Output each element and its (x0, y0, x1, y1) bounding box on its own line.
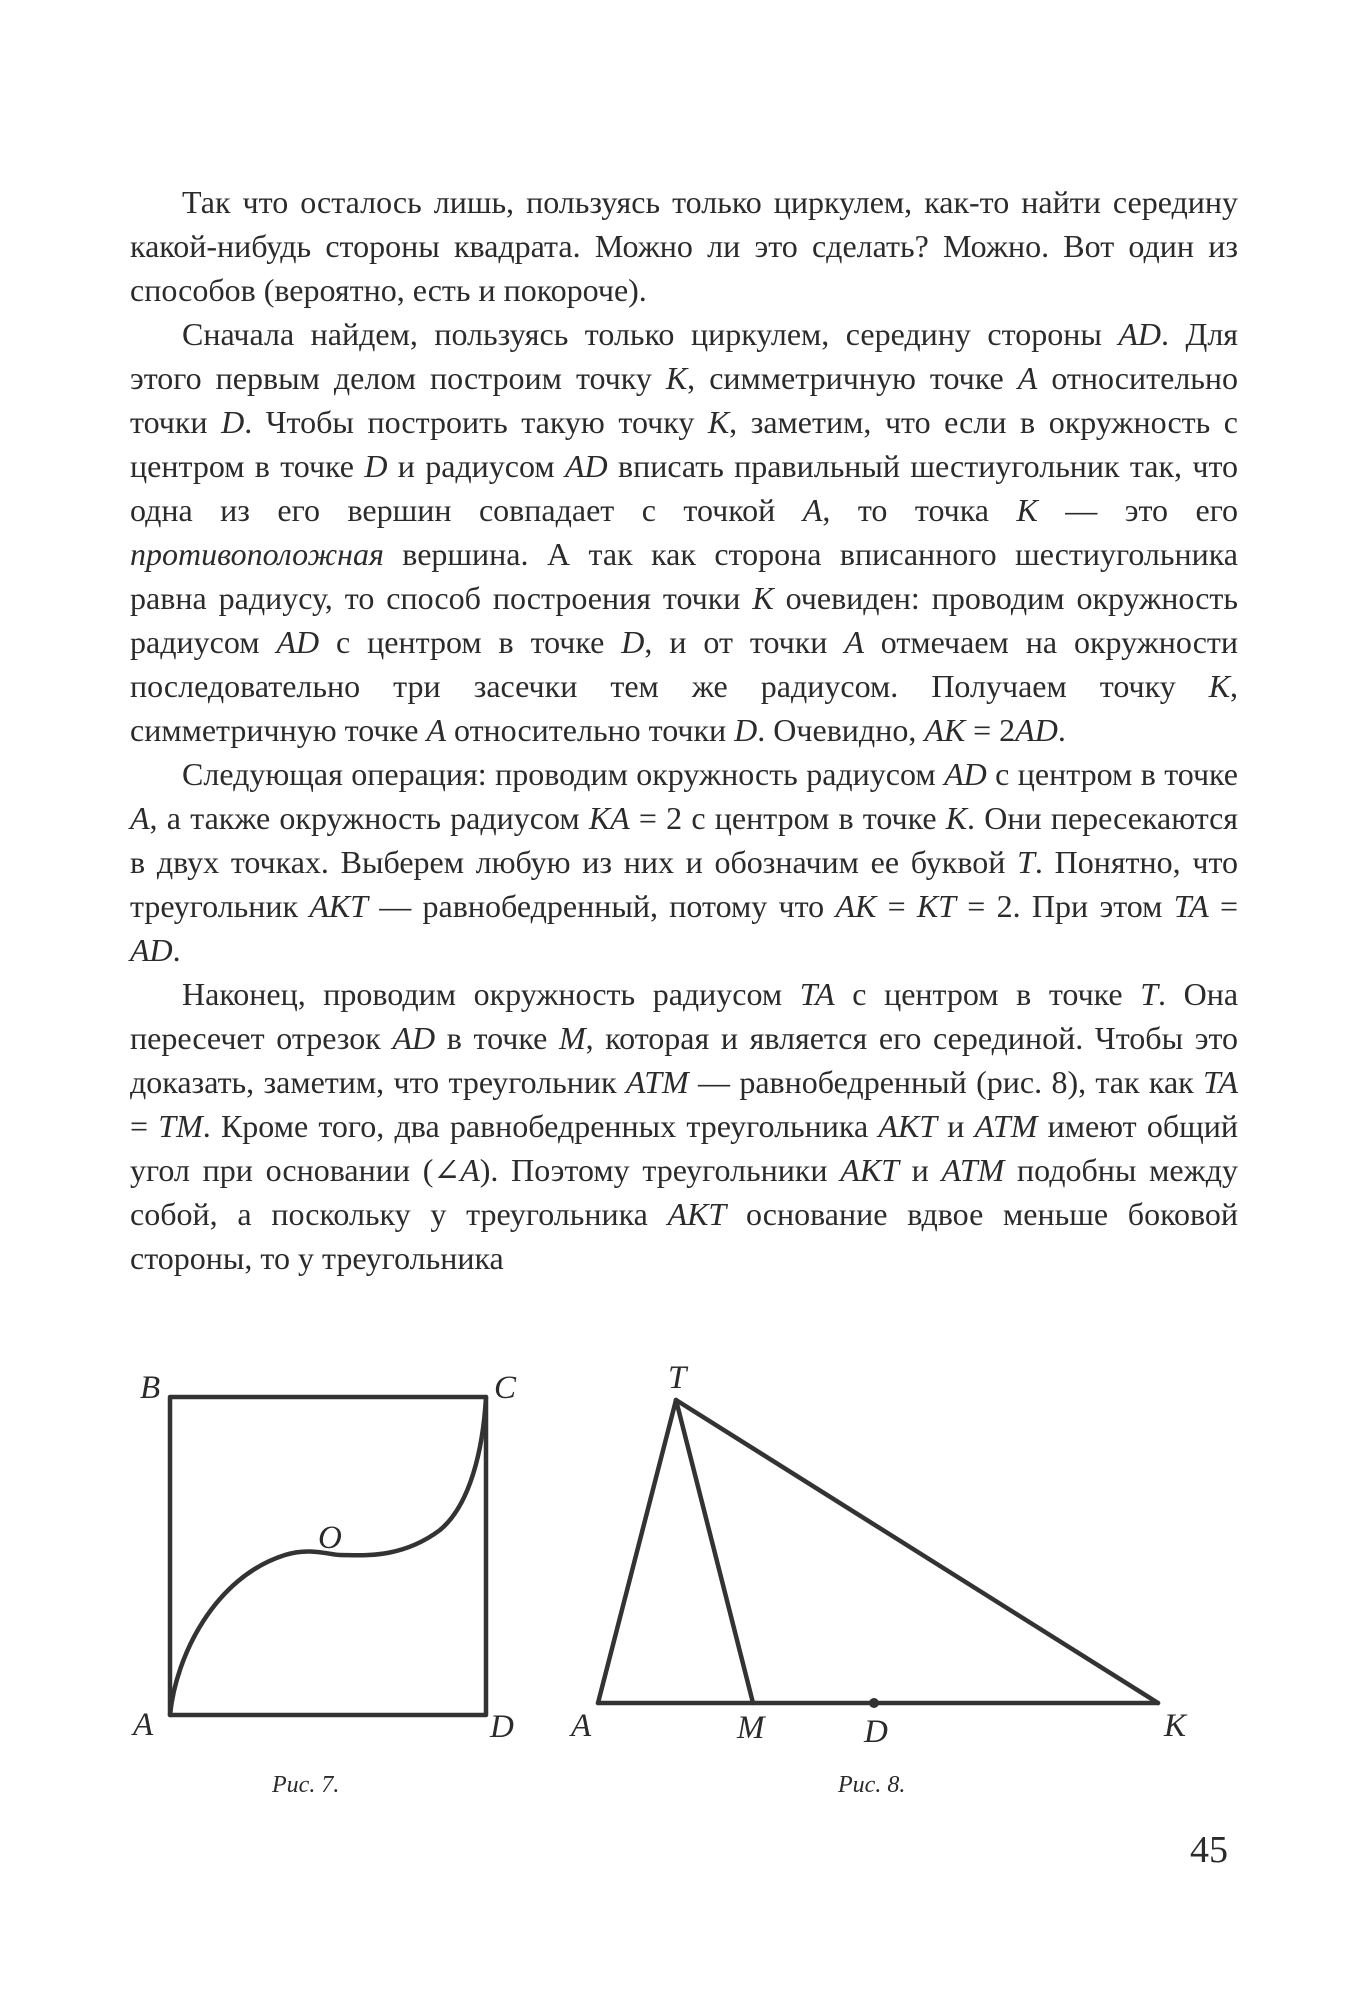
paragraph-1: Так что осталось лишь, пользуясь только циркулем, как-то найти середину какой-нибудь стороны квадрата. Можно ли это сделать? Можно. Вот один из способов (вероятно, есть и покороче). (130, 184, 1238, 308)
italic-term: К (1208, 668, 1230, 704)
italic-term: ATM (974, 1108, 1038, 1144)
label-b: B (140, 1370, 161, 1406)
label-o: O (318, 1520, 342, 1556)
italic-term: AКT (878, 1108, 937, 1144)
italic-term: КA (588, 800, 630, 836)
label-d-fig8: D (864, 1714, 888, 1750)
italic-term: A (426, 712, 446, 748)
point-d-dot (869, 1698, 879, 1708)
label-m: M (737, 1710, 765, 1746)
figure-8-caption: Рис. 8. (838, 1772, 906, 1798)
label-t: T (668, 1360, 687, 1396)
italic-term: К (1016, 492, 1038, 528)
italic-term: M (558, 1020, 586, 1056)
arc-curve-aoc (170, 1397, 486, 1715)
italic-term: TM (158, 1108, 203, 1144)
paragraph-4: Наконец, проводим окружность радиусом TA с центром в точке T. Она пересечет отрезок AD в точке M, которая и является его серединой. Чтобы это доказать, заметим, что треугольник ATM — равнобедренный (рис. 8), так как TA = TM. Кроме того, два равнобедренных треугольника AКT и ATM имеют общий угол при основании (∠A). Поэтому треугольники AКT и ATM подобны между собой, а поскольку у треугольника AКT основание вдвое меньше боковой стороны, то у треугольника (130, 976, 1239, 1276)
italic-term: КT (916, 888, 956, 924)
segment-tk (676, 1400, 1158, 1703)
italic-term: ATM (941, 1152, 1005, 1188)
italic-term: AК (835, 888, 877, 924)
italic-term: AК (924, 712, 966, 748)
italic-term: AD (564, 448, 608, 484)
italic-term: D (364, 448, 388, 484)
figure-8 (598, 1400, 1158, 1703)
label-c: C (494, 1370, 517, 1406)
square-abcd (170, 1397, 486, 1715)
italic-term: A (1017, 360, 1038, 396)
label-a-fig8: A (571, 1708, 592, 1744)
italic-term: К (665, 360, 688, 396)
italic-term: D (621, 624, 645, 660)
italic-term: AКT (667, 1196, 727, 1232)
italic-term: AD (130, 932, 173, 968)
italic-term: AКT (840, 1152, 899, 1188)
segment-tm (676, 1400, 753, 1703)
italic-term: A (802, 492, 823, 528)
label-a: A (133, 1707, 154, 1743)
italic-term: К (707, 404, 730, 440)
figure-7-caption: Рис. 7. (272, 1772, 340, 1798)
italic-term: A (844, 624, 864, 660)
segment-ta (598, 1400, 676, 1703)
italic-term: AD (944, 756, 987, 792)
italic-term: T (1140, 976, 1158, 1012)
label-d: D (490, 1709, 514, 1745)
label-k: K (1164, 1708, 1187, 1744)
italic-term: ATM (625, 1064, 689, 1100)
paragraph-2: Сначала найдем, пользуясь только циркулем, середину стороны AD. Для этого первым делом построим точку К, симметричную точке A относительно точки D. Чтобы построить такую точку К, заметим, что если в окружность с центром в точке D и радиусом AD вписать правильный шестиугольник так, что одна из его вершин совпадает с точкой A, то точка К — это его противоположная вершина. А так как сторона вписанного шестиугольника равна радиусу, то способ построения точки К очевиден: проводим окружность радиусом AD с центром в точке D, и от точки A отмечаем на окружности последовательно три засечки тем же радиусом. Получаем точку К, симметричную точке A относительно точки D. Очевидно, AК = 2AD. (130, 316, 1239, 748)
italic-term: AD (392, 1020, 436, 1056)
italic-term: TA (1173, 888, 1209, 924)
paragraph-3: Следующая операция: проводим окружность радиусом AD с центром в точке A, а также окружность радиусом КA = 2 с центром в точке К. Они пересекаются в двух точках. Выберем любую из них и обозначим ее буквой T. Понятно, что треугольник AКT — равнобедренный, потому что AК = КT = 2. При этом TA = AD. (130, 756, 1239, 968)
italic-term: TA (1203, 1064, 1239, 1100)
italic-term: A (130, 800, 150, 836)
italic-term: AКT (309, 888, 368, 924)
italic-term: AD (276, 624, 320, 660)
page-number: 45 (1190, 1829, 1228, 1871)
italic-term: К (945, 800, 968, 836)
italic-term: AD (1015, 712, 1058, 748)
italic-term: D (734, 712, 758, 748)
italic-term: D (221, 404, 245, 440)
italic-term: противоположная (130, 536, 384, 572)
italic-term: A (460, 1152, 480, 1188)
italic-term: К (752, 580, 774, 616)
italic-term: AD (1118, 316, 1161, 352)
italic-term: TA (799, 976, 835, 1012)
figure-7 (170, 1397, 486, 1715)
italic-term: T (1017, 844, 1035, 880)
